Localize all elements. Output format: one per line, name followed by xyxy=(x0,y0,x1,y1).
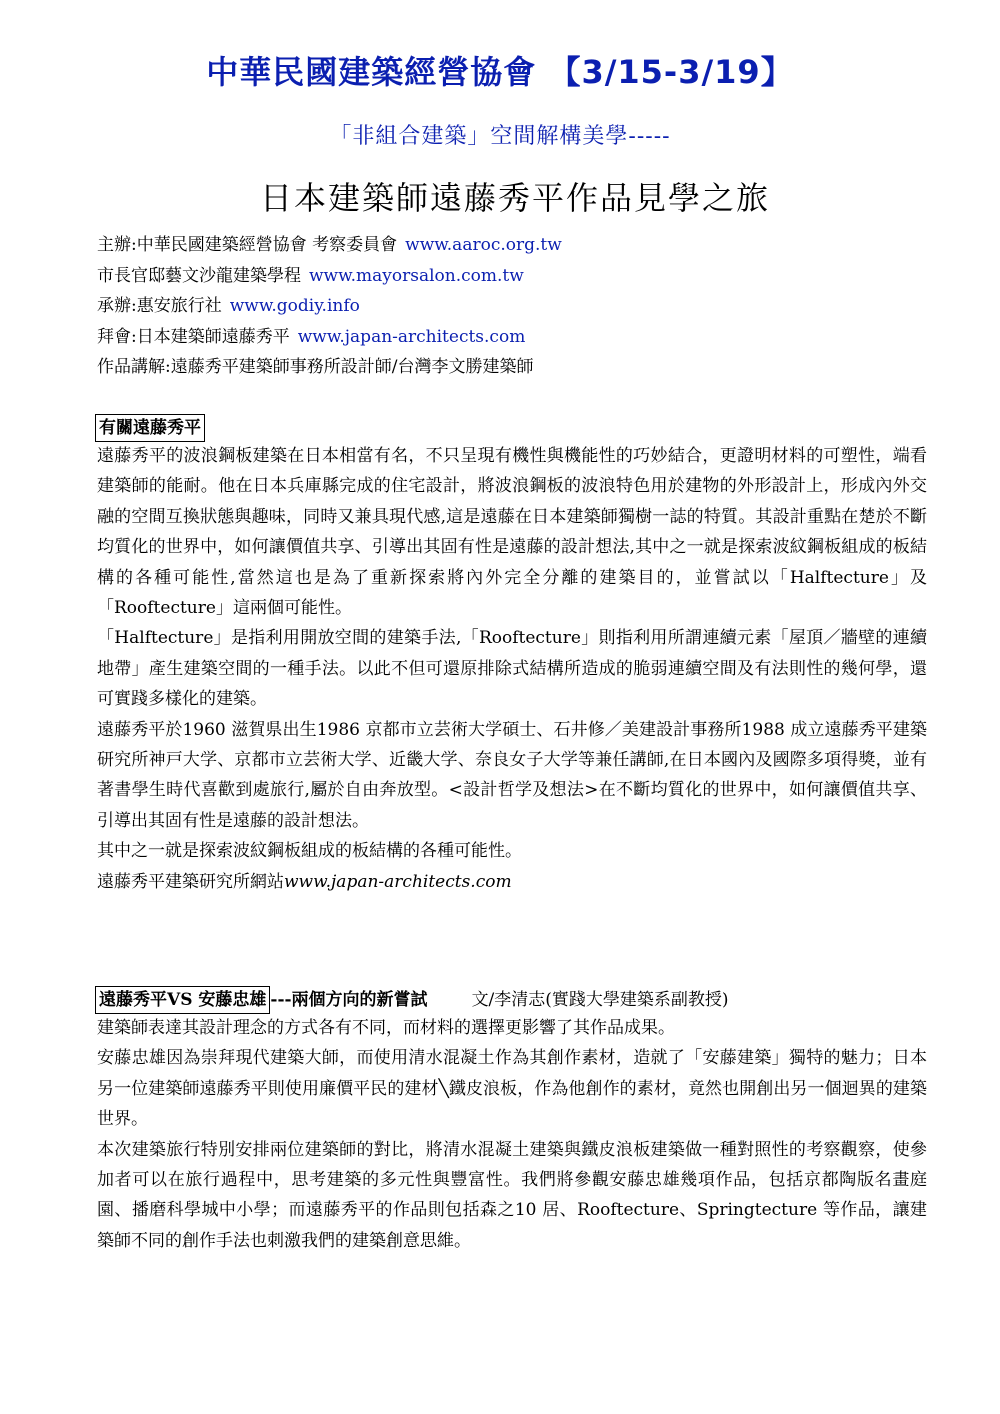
section2-heading xyxy=(95,986,729,1014)
info-cohost xyxy=(97,261,917,292)
section1-paragraph: 遠藤秀平的波浪鋼板建築在日本相當有名，不只呈現有機性與機能性的巧妙結合，更證明材料的可塑性，端看建築師的能耐。他在日本兵庫縣完成的住宅設計，將波浪鋼板的波浪特色用於建物的外形設計上，形成內外交融的空間互換狀態與趣味，同時又兼具現代感,這是遠藤在日本建築師獨樹一誌的特質。其設計重點在楚於不斷均質化的世界中，如何讓價值共享、引導出其固有性是遠藤的設計想法,其中之一就是探索波紋鋼板組成的板結構的各種可能性,當然這也是為了重新探索將內外完全分離的建築目的，並嘗試以「Halftecture」及「Rooftecture」這兩個可能性。 xyxy=(97,446,927,619)
info-link[interactable]: www.japan-architects.com xyxy=(297,326,526,347)
section1-body xyxy=(97,441,927,897)
main-title: 日本建築師遠藤秀平作品見學之旅 xyxy=(259,179,770,217)
info-agency xyxy=(97,291,917,322)
section1-paragraph: 遠藤秀平於1960 滋賀県出生1986 京都市立芸術大学碩士、石井修／美建設計事務所1988 成立遠藤秀平建築研究所神戸大学、京都市立芸術大学、近畿大学、奈良女子大学等兼任講師,在日本國內及國際多項得獎，並有著書學生時代喜歡到處旅行,屬於自由奔放型。<設計哲学及想法>在不斷均質化的世界中，如何讓價值共享、引導出其固有性是遠藤的設計想法。 xyxy=(97,719,927,831)
info-label: 市長官邸藝文沙龍建築學程 xyxy=(97,265,301,286)
info-link[interactable]: www.mayorsalon.com.tw xyxy=(309,265,524,286)
info-lecture xyxy=(97,352,917,383)
subtitle: 「非組合建築」空間解構美學----- xyxy=(329,124,671,149)
org-title: 中華民國建築經營協會 【3/15-3/19】 xyxy=(206,53,794,91)
section2-paragraph: 建築師表達其設計理念的方式各有不同，而材料的選擇更影響了其作品成果。 xyxy=(97,1018,675,1038)
section1-paragraph: 其中之一就是探索波紋鋼板組成的板結構的各種可能性。 xyxy=(97,841,522,862)
site-label: 遠藤秀平建築研究所網站 xyxy=(97,871,284,892)
section2-heading-rest: ---兩個方向的新嘗試 xyxy=(270,990,428,1010)
site-link[interactable]: www.japan-architects.com xyxy=(284,871,512,892)
section1-paragraph: 「Halftecture」是指利用開放空間的建築手法,「Rooftecture」則指利用所謂連續元素「屋頂／牆壁的連續地帶」產生建築空間的一種手法。以此不但可還原排除式結構所造成的脆弱連續空間及有法則性的幾何學，還可實踐多樣化的建築。 xyxy=(97,628,927,710)
info-block xyxy=(97,230,917,383)
info-label: 主辦:中華民國建築經營協會 考察委員會 xyxy=(97,235,398,255)
info-label: 承辦:惠安旅行社 xyxy=(97,296,222,316)
section2-body xyxy=(97,1013,927,1256)
info-label: 拜會:日本建築師遠藤秀平 xyxy=(97,326,290,347)
section1-heading-box: 有關遠藤秀平 xyxy=(95,414,205,442)
info-link[interactable]: www.aaroc.org.tw xyxy=(405,235,562,255)
info-organizer xyxy=(97,230,917,261)
info-label: 作品講解:遠藤秀平建築師事務所設計師/台灣李文勝建築師 xyxy=(97,357,534,377)
info-visit xyxy=(97,322,917,353)
section2-heading-box: 遠藤秀平VS 安藤忠雄 xyxy=(95,986,270,1014)
section2-paragraph: 安藤忠雄因為崇拜現代建築大師，而使用清水混凝土作為其創作素材，造就了「安藤建築」獨特的魅力；日本另一位建築師遠藤秀平則使用廉價平民的建材╲鐵皮浪板，作為他創作的素材，竟然也開創出另一個迴異的建築世界。 xyxy=(97,1048,927,1130)
section1-site-line xyxy=(97,867,927,897)
section2-paragraph: 本次建築旅行特別安排兩位建築師的對比，將清水混凝土建築與鐵皮浪板建築做一種對照性的考察觀察，使參加者可以在旅行過程中，思考建築的多元性與豐富性。我們將參觀安藤忠雄幾項作品，包括京都陶版名畫庭園、播磨科學城中小學；而遠藤秀平的作品則包括森之10 居、Rooftecture、Springtecture 等作品，讓建築師不同的創作手法也刺激我們的建築創意思維。 xyxy=(97,1139,927,1251)
section1-heading xyxy=(95,414,205,442)
author-byline: 文/李清志(實踐大學建築系副教授) xyxy=(471,990,729,1010)
info-link[interactable]: www.godiy.info xyxy=(229,296,360,316)
